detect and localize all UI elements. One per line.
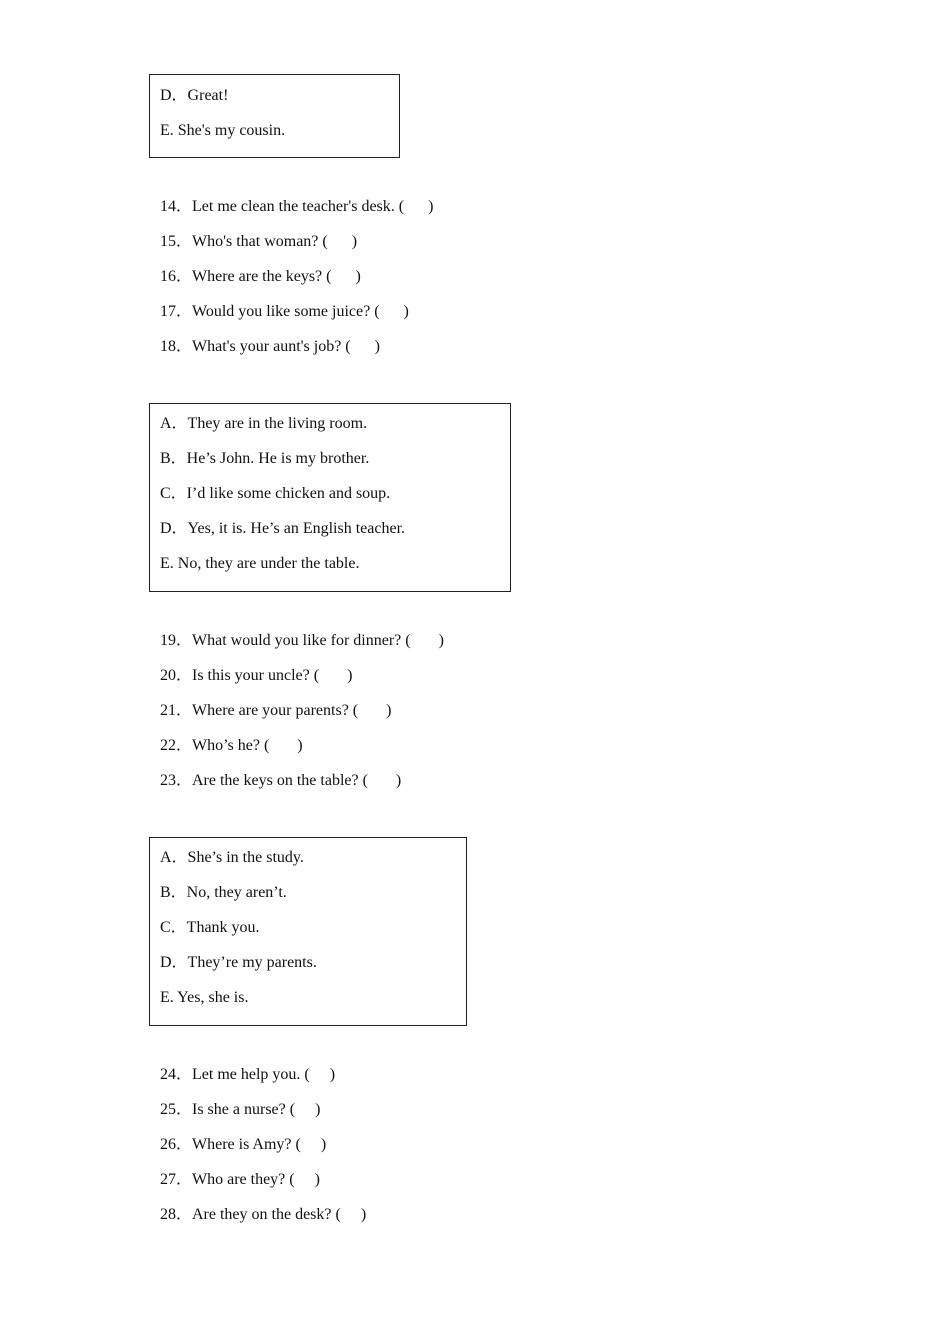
question-27: 27．Who are they? ( ) (160, 1171, 320, 1188)
question-15: 15．Who's that woman? ( ) (160, 233, 358, 250)
option-b: B．He’s John. He is my brother. (160, 450, 370, 467)
answer-box-3 (149, 837, 467, 1026)
question-26: 26．Where is Amy? ( ) (160, 1136, 327, 1153)
option-a: A．They are in the living room. (160, 415, 368, 432)
question-14: 14．Let me clean the teacher's desk. ( ) (160, 198, 434, 215)
answer-box-2 (149, 403, 511, 592)
option-d: D．Great! (160, 87, 229, 104)
option-d: D．Yes, it is. He’s an English teacher. (160, 520, 406, 537)
question-21: 21．Where are your parents? ( ) (160, 702, 392, 719)
question-25: 25．Is she a nurse? ( ) (160, 1101, 321, 1118)
option-b: B．No, they aren’t. (160, 884, 287, 901)
answer-box-1 (149, 74, 400, 158)
question-18: 18．What's your aunt's job? ( ) (160, 338, 380, 355)
question-22: 22．Who’s he? ( ) (160, 737, 303, 754)
question-16: 16．Where are the keys? ( ) (160, 268, 361, 285)
option-c: C．I’d like some chicken and soup. (160, 485, 391, 502)
option-e: E. She's my cousin. (160, 122, 286, 139)
option-e: E. No, they are under the table. (160, 555, 360, 572)
question-17: 17．Would you like some juice? ( ) (160, 303, 409, 320)
question-20: 20．Is this your uncle? ( ) (160, 667, 353, 684)
question-24: 24．Let me help you. ( ) (160, 1066, 336, 1083)
option-a: A．She’s in the study. (160, 849, 304, 866)
question-28: 28．Are they on the desk? ( ) (160, 1206, 367, 1223)
option-e: E. Yes, she is. (160, 989, 249, 1006)
question-19: 19．What would you like for dinner? ( ) (160, 632, 444, 649)
question-23: 23．Are the keys on the table? ( ) (160, 772, 402, 789)
option-d: D．They’re my parents. (160, 954, 317, 971)
option-c: C．Thank you. (160, 919, 260, 936)
